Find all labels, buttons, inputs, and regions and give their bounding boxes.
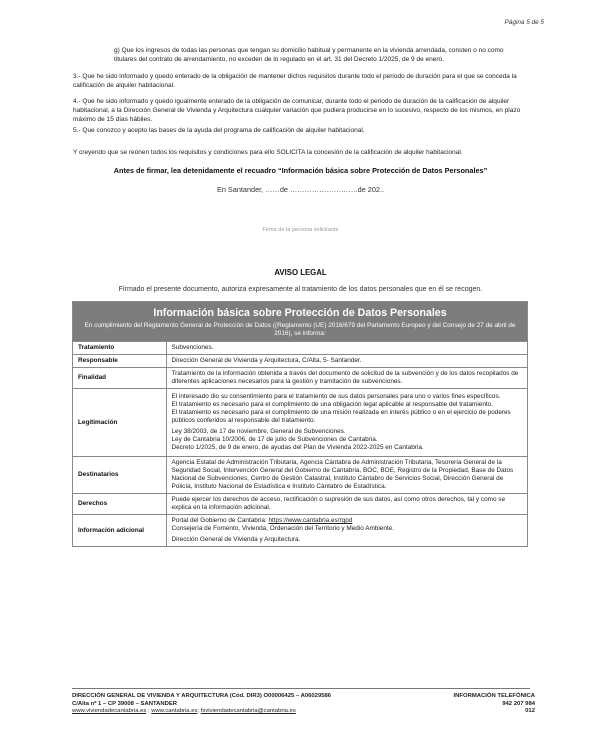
portal-prefix: Portal del Gobierno de Cantabria:: [171, 517, 269, 524]
footer-divider: [72, 688, 530, 689]
row-value: [166, 515, 527, 547]
data-protection-header: [73, 302, 527, 341]
cantabria-link[interactable]: www.cantabria.es: [151, 708, 198, 715]
signature-label: Firma de la persona solicitante: [262, 227, 339, 233]
value-line: Ley 38/2003, de 17 de noviembre, General de Subvenciones.: [171, 428, 346, 435]
data-protection-table: [73, 341, 527, 546]
footer-street: C/Alta nº 1 – CP 39008 – SANTANDER: [72, 700, 178, 707]
solicita-statement: Y creyendo que se reúnen todos los requisitos y condiciones para ello SOLICITA la concesión de la calificación de alquiler habitacional.: [73, 149, 463, 156]
footer-links: [72, 708, 402, 716]
consent-statement: Firmado el presente documento, autoriza expresamente al tratamiento de los datos personales que en él se recogen.: [118, 286, 483, 293]
row-value: [166, 457, 527, 494]
row-label: Información adicional: [73, 515, 166, 547]
table-row: [73, 389, 527, 457]
row-label: Derechos: [73, 494, 166, 515]
rgpd-link[interactable]: https://www.cantabria.es/rgpd: [268, 517, 353, 524]
table-row: [73, 355, 527, 368]
footer-sep-1: ;: [146, 708, 152, 715]
row-label: Responsable: [73, 355, 166, 368]
row-value: [166, 342, 527, 355]
row-value: [166, 389, 527, 457]
row-value: [166, 355, 527, 368]
read-before-signing-note: Antes de firmar, lea detenidamente el recuadro “Información básica sobre Protección de Datos Personales”: [113, 166, 488, 175]
row-label: Legitimación: [73, 389, 166, 457]
value-line: Ley de Cantabria 10/2006, de 17 de julio de Subvenciones de Cantabria.: [171, 436, 378, 443]
phone-title: INFORMACIÓN TELEFÓNICA: [453, 693, 535, 699]
declaration-5: 5.- Que conozco y acepto las bases de la ayuda del programa de calificación de alquiler habitacional.: [73, 127, 365, 134]
vivienda-link[interactable]: www.viviendadecantabria.es: [72, 708, 147, 715]
data-protection-title: Información básica sobre Protección de Datos Personales: [153, 307, 447, 319]
page-number: Página 5 de 5: [504, 19, 544, 26]
value-line: El tratamiento es necesario para el cumplimiento de una obligación legal aplicable al responsable del tratamiento.: [171, 401, 493, 408]
consejeria-line: Consejería de Fomento, Vivienda, Ordenación del Territorio y Medio Ambiente.: [171, 525, 394, 532]
footer-dept: DIRECCIÓN GENERAL DE VIVIENDA Y ARQUITECTURA (Cód. DIR3) O00006425 – A06029586: [72, 693, 332, 699]
table-row: [73, 368, 527, 389]
data-protection-subtitle: En cumplimiento del Reglamento General de Protección de Datos ((Reglamento (UE) 2016/679 del Parlamento Europeo y del Consejo de 27 de abril de 2016), se informa:: [84, 322, 516, 337]
row-label: Finalidad: [73, 368, 166, 389]
declaration-4: 4.- Que he sido informado y quedo igualmente enterado de la obligación de comunicar, durante todo el periodo de duración de la calificación de alquiler habitacional, a la Dirección General de Vivienda y Arquitectura cualquier variación que pudiera producirse en lo sucesivo, respecto de los mismos, en plazo máximo de 15 días hábiles.: [73, 98, 521, 123]
value-line: Dirección General de Vivienda y Arquitectura, C/Alta, 5- Santander.: [171, 357, 362, 364]
value-line: El tratamiento es necesario para el cumplimiento de una misión realizada en interés público o en el ejercicio de poderes públicos conferidos al responsable del tratamiento.: [171, 409, 511, 424]
value-line: Subvenciones.: [171, 344, 214, 351]
value-line: Tratamiento de la información obtenida a través del documento de solicitud de la subvención y de los datos recopilados de diferentes aplicaciones necesarios para la gestión y tramitación de subvenciones.: [171, 370, 519, 385]
table-row: [73, 494, 527, 515]
value-line: Agencia Estatal de Administración Tributaria, Agencia Cántabra de Administración Tributaria, Tesorería General de la Seguridad Social, Intervención General del Gobierno de Cantabria, BOC, BOE, Registro de la Propiedad, Base de Datos Nacional de Subvenciones, Centro de Gestión Catastral, Instituto Cántabro de Servicios Social, Dirección General de Policía, Instituto Nacional de Estadística e Instituto Cántabro de Estadística.: [171, 459, 514, 490]
row-value: [166, 368, 527, 389]
footer-sep-2: ;: [197, 708, 201, 715]
table-row: [73, 457, 527, 494]
email-link[interactable]: fsviviendadecantabria@cantabria.es: [200, 708, 296, 715]
requirement-g: g) Que los ingresos de todas las personas que tengan su domicilio habitual y permanente en la vivienda arrendada, consten o no como titulares del contrato de arrendamiento, no exceden de lo regulado en el art. 31 del Decreto 1/2025, de 9 de enero.: [114, 47, 504, 63]
direccion-line: Dirección General de Vivienda y Arquitectura.: [171, 536, 301, 543]
footer-address: [72, 693, 402, 716]
legal-notice-title: AVISO LEGAL: [274, 268, 327, 277]
data-protection-box: [72, 301, 528, 547]
phone-short: 012: [525, 708, 535, 715]
phone-number: 942 207 984: [502, 700, 535, 707]
footer-phone: [415, 693, 535, 716]
row-label: Destinatarios: [73, 457, 166, 494]
row-label: Tratamiento: [73, 342, 166, 355]
place-date-line: En Santander, ……de ……………………….de 202..: [216, 185, 385, 194]
declaration-3: 3.- Que he sido informado y quedo enterado de la obligación de mantener dichos requisitos durante todo el periodo de duración para el que se conceda la calificación de alquiler habitacional.: [73, 73, 517, 89]
value-line: Decreto 1/2025, de 9 de enero, de ayudas del Plan de Vivienda 2022-2025 en Cantabria.: [171, 444, 424, 451]
value-line: El interesado dio su consentimiento para el tratamiento de sus datos personales para uno o varios fines específicos.: [171, 393, 501, 400]
table-row: [73, 342, 527, 355]
row-value: [166, 494, 527, 515]
value-line: Puede ejercer los derechos de acceso, rectificación o supresión de sus datos, así como otros derechos, tal y como se explica en la información adicional.: [171, 496, 506, 511]
table-row: [73, 515, 527, 547]
